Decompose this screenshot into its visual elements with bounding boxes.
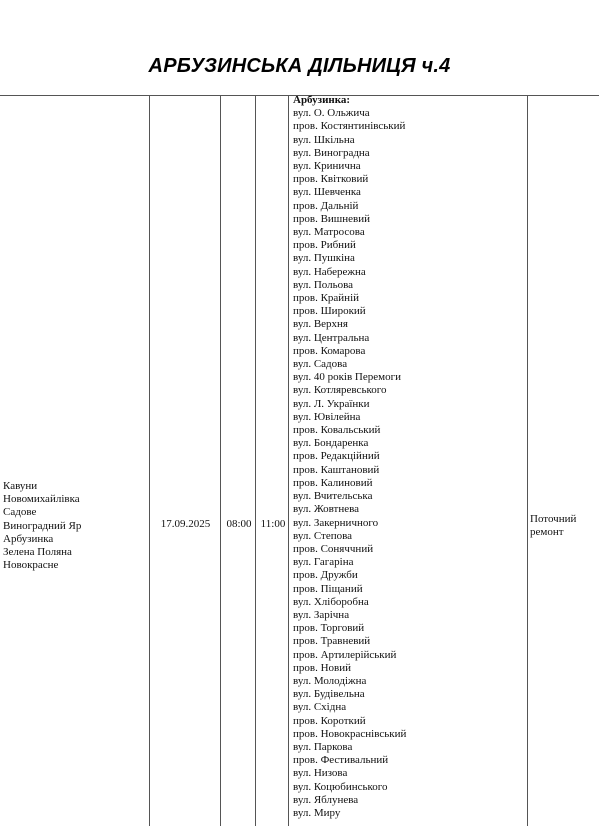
street-item: пров. Дружби xyxy=(293,569,358,582)
date-cell: 17.09.2025 xyxy=(160,518,211,530)
street-item: вул. Шевченка xyxy=(293,186,361,199)
reason-line: ремонт xyxy=(530,526,564,539)
street-item: вул. Хліборобна xyxy=(293,595,369,608)
street-item: вул. Ювілейна xyxy=(293,410,361,423)
time-start-cell: 08:00 xyxy=(226,518,252,530)
street-item: вул. Будівельна xyxy=(293,688,365,701)
street-item: вул. 40 років Перемоги xyxy=(293,371,401,384)
street-item: пров. Калиновий xyxy=(293,476,373,489)
column-divider xyxy=(149,95,150,826)
reason-cell xyxy=(530,513,596,539)
column-divider xyxy=(288,95,289,826)
street-item: пров. Крайній xyxy=(293,292,360,305)
street-item: вул. Гагаріна xyxy=(293,556,354,569)
street-item: пров. Фестивальний xyxy=(293,754,389,767)
street-item: вул. Садова xyxy=(293,358,348,371)
reason-line: Поточний xyxy=(530,513,577,525)
street-item: пров. Короткий xyxy=(293,714,366,727)
village-item: Кавуни xyxy=(3,480,38,492)
village-item: Садове xyxy=(3,506,37,519)
villages-cell xyxy=(3,480,148,572)
street-item: вул. Виноградна xyxy=(293,146,370,159)
street-item: пров. Новокраснівський xyxy=(293,727,407,740)
village-item: Новокрасне xyxy=(3,559,59,572)
street-item: вул. Молодіжна xyxy=(293,674,367,687)
village-item: Зелена Поляна xyxy=(3,546,72,559)
street-item: пров. Рибний xyxy=(293,239,356,252)
street-item: пров. Соняччний xyxy=(293,542,374,555)
street-item: вул. Східна xyxy=(293,701,347,714)
street-item: вул. Центральна xyxy=(293,331,370,344)
time-end-cell: 11:00 xyxy=(260,518,286,530)
street-item: вул. О. Ольжича xyxy=(293,107,370,120)
street-item: вул. Польова xyxy=(293,278,354,291)
village-item: Новомихайлівка xyxy=(3,493,80,506)
street-item: пров. Комарова xyxy=(293,344,366,357)
street-item: вул. Кринична xyxy=(293,160,361,173)
street-item: пров. Новий xyxy=(293,661,351,674)
street-item: пров. Широкий xyxy=(293,305,366,318)
street-item: вул. Шкільна xyxy=(293,133,355,146)
street-item: вул. Зарічна xyxy=(293,608,350,621)
street-item: вул. Степова xyxy=(293,529,353,542)
page-title: АРБУЗИНСЬКА ДІЛЬНИЦЯ ч.4 xyxy=(148,55,451,77)
street-item: пров. Квітковий xyxy=(293,173,369,186)
street-item: пров. Артилерійський xyxy=(293,648,397,661)
village-item: Арбузинка xyxy=(3,532,54,545)
street-item: вул. Закерничного xyxy=(293,516,379,529)
street-item: вул. Котляревського xyxy=(293,384,387,397)
column-divider xyxy=(527,95,528,826)
street-item: пров. Піщаний xyxy=(293,582,363,595)
street-item: вул. Вчительська xyxy=(293,490,373,503)
street-item: вул. Набережна xyxy=(293,265,366,278)
street-item: пров. Каштановий xyxy=(293,463,380,476)
street-item: вул. Яблунева xyxy=(293,793,359,806)
column-divider xyxy=(220,95,221,826)
street-item: вул. Пушкіна xyxy=(293,252,355,265)
street-item: вул. Верхня xyxy=(293,318,348,331)
column-divider xyxy=(255,95,256,826)
street-item: пров. Травневий xyxy=(293,635,371,648)
street-item: вул. Миру xyxy=(293,806,341,819)
streets-heading: Арбузинка: xyxy=(293,94,351,106)
street-item: вул. Бондаренка xyxy=(293,437,369,450)
street-item: пров. Торговий xyxy=(293,622,365,635)
street-item: вул. Л. Українки xyxy=(293,397,370,410)
street-item: вул. Низова xyxy=(293,767,348,780)
street-item: пров. Вишневий xyxy=(293,212,371,225)
street-item: пров. Дальній xyxy=(293,199,359,212)
street-item: пров. Костянтинівський xyxy=(293,120,406,133)
village-item: Виноградний Яр xyxy=(3,519,82,532)
street-item: вул. Матросова xyxy=(293,226,365,239)
street-item: пров. Ковальський xyxy=(293,424,381,437)
street-item: вул. Паркова xyxy=(293,740,353,753)
streets-cell xyxy=(293,94,525,820)
street-item: пров. Редакційний xyxy=(293,450,380,463)
street-item: вул. Коцюбинського xyxy=(293,780,388,793)
street-item: вул. Жовтнева xyxy=(293,503,360,516)
